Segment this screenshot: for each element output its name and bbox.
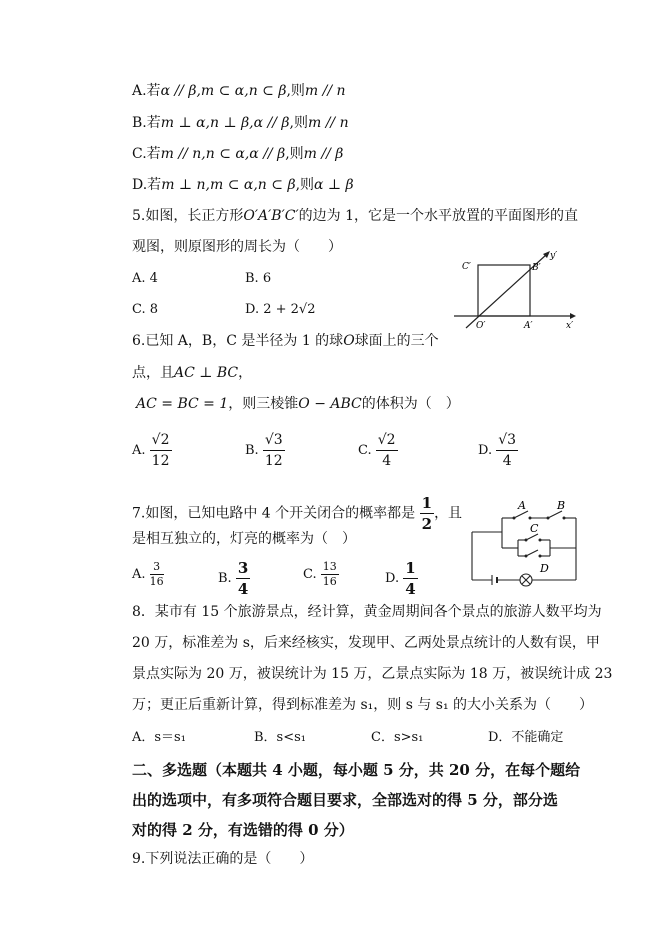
q5-option-d-label: D.	[245, 302, 260, 317]
q6-option-a-num: √2	[150, 430, 172, 451]
label-c-prime: C′	[462, 262, 471, 272]
q7-option-c-num: 13	[322, 560, 337, 573]
q6-option-d-label: D.	[478, 443, 493, 458]
q6-option-b	[245, 430, 285, 471]
q8-stem-line1: 8．某市有 15 个旅游景点，经计算，黄金周期间各个景点的旅游人数平均为	[132, 604, 602, 620]
q6-perp: AC ⊥ BC	[174, 365, 239, 381]
q6-option-b-den: 12	[264, 453, 283, 469]
section2-heading-line3: 对的得 2 分，有选错的得 0 分）	[132, 821, 354, 839]
q6-option-a-label: A.	[132, 443, 146, 458]
q6-text-e: ，则三棱锥	[228, 396, 299, 412]
q6-option-d	[478, 430, 518, 471]
q8-stem-line3: 景点实际为 20 万，被误统计为 15 万，乙景点实际为 18 万，被误统计成 23	[132, 666, 613, 682]
q8-option-a: A．s＝s₁	[132, 730, 186, 745]
q7-option-d-num: 1	[405, 559, 416, 577]
square	[478, 265, 530, 316]
label-o-prime: O′	[476, 321, 486, 331]
q8-stem-line4: 万；更正后重新计算，得到标准差为 s₁，则 s 与 s₁ 的大小关系为（ ）	[132, 697, 594, 713]
q6-option-d-den: 4	[502, 453, 512, 469]
q5-text-a: 5.如图，长正方形	[132, 208, 244, 224]
switch-d-label: D	[540, 562, 549, 575]
q5-square-name: O′A′B′C′	[243, 208, 299, 224]
label-b-prime: B′	[532, 263, 541, 273]
q5-text-b: 的边为 1，它是一个水平放置的平面图形的直	[298, 208, 579, 224]
q4-option-d	[132, 176, 354, 194]
q6-option-d-num: √3	[496, 430, 518, 451]
q4-option-b	[132, 114, 349, 132]
switch-a-label: A	[518, 499, 526, 512]
q6-stem-line2	[132, 364, 252, 382]
q7-option-a-label: A.	[132, 567, 146, 582]
label-x-prime: x′	[566, 321, 574, 331]
q7-option-b-num: 3	[237, 559, 249, 577]
q4-d-prefix: D.若	[132, 177, 162, 193]
q7-option-a	[132, 560, 164, 589]
q6-option-b-label: B.	[245, 443, 259, 458]
q4-option-a	[132, 82, 346, 100]
q4-d-condition: m ⊥ n,m ⊂ α,n ⊂ β	[161, 177, 296, 193]
q5-option-c: C. 8	[132, 302, 159, 317]
q7-option-c-den: 16	[322, 575, 337, 588]
q4-c-conclusion: m // β	[303, 146, 344, 162]
q6-option-c-den: 4	[382, 453, 392, 469]
q6-text-f: 的体积为（ ）	[361, 396, 460, 412]
q7-circuit	[462, 496, 590, 588]
q4-d-then: ,则	[295, 177, 315, 193]
label-a-prime: A′	[524, 321, 533, 331]
q8-option-c: C．s>s₁	[371, 730, 424, 745]
switch-b-label: B	[557, 499, 566, 512]
q4-c-then: ,则	[285, 146, 304, 162]
q7-option-c	[303, 560, 339, 589]
q4-d-conclusion: α ⊥ β	[314, 177, 354, 193]
q7-option-a-den: 16	[149, 575, 164, 588]
q7-text-b: ，且	[434, 505, 463, 522]
section2-heading-line2: 出的选项中，有多项符合题目要求，全部选对的得 5 分，部分选	[132, 791, 558, 809]
q9-stem-line1: 9.下列说法正确的是（ ）	[132, 851, 314, 867]
q8-option-b: B．s<s₁	[254, 730, 307, 745]
q5-option-a: A. 4	[132, 271, 158, 286]
switch-a	[514, 511, 528, 518]
section2-heading-line1: 二、多选题（本题共 4 小题，每小题 5 分，共 20 分，在每个题给	[132, 761, 581, 779]
q6-text-b: 球面上的三个	[354, 333, 439, 349]
q6-option-c	[358, 430, 398, 471]
q7-option-a-num: 3	[150, 560, 164, 575]
q4-b-conclusion: m // n	[307, 115, 349, 131]
q7-option-b	[218, 558, 250, 599]
q5-option-d	[245, 301, 316, 319]
q7-prob-den: 2	[421, 515, 433, 533]
q5-stem-line1	[132, 207, 578, 225]
q6-stem-line1	[132, 332, 439, 350]
q7-stem-line1	[132, 493, 462, 534]
q5-figure	[448, 246, 583, 338]
q6-lengths: AC = BC = 1	[136, 396, 229, 412]
q6-text-d: ，	[238, 365, 253, 381]
q8-stem-line2: 20 万，标准差为 s，后来经核实，发现甲、乙两处景点统计的人数有误，甲	[132, 635, 600, 651]
q4-option-c	[132, 145, 343, 163]
q7-option-d-den: 4	[405, 580, 416, 598]
q6-option-c-num: √2	[376, 430, 398, 451]
q6-sphere-name: O	[343, 333, 355, 349]
q6-option-a-den: 12	[151, 453, 170, 469]
q4-c-condition: m // n,n ⊂ α,α // β	[160, 146, 286, 162]
q6-text-a: 6.已知 A，B，C 是半径为 1 的球	[132, 333, 344, 349]
q5-stem-line2: 观图，则原图形的周长为（ ）	[132, 239, 342, 255]
switch-d	[526, 550, 538, 556]
q6-option-b-num: √3	[263, 430, 285, 451]
q4-b-condition: m ⊥ α,n ⊥ β,α // β	[160, 115, 290, 131]
q4-b-prefix: B.若	[132, 115, 161, 131]
q6-option-a	[132, 430, 172, 471]
q4-c-prefix: C.若	[132, 146, 161, 162]
q5-option-b: B. 6	[245, 271, 272, 286]
q7-option-b-den: 4	[237, 580, 249, 598]
q4-a-condition: α // β,m ⊂ α,n ⊂ β	[160, 83, 287, 99]
q4-a-then: ,则	[286, 83, 305, 99]
q7-option-d-label: D.	[385, 571, 400, 586]
q6-option-c-label: C.	[358, 443, 372, 458]
q6-text-c: 点，且	[132, 365, 174, 381]
label-y-prime: y′	[550, 251, 558, 261]
x-axis-arrow	[570, 313, 576, 319]
q7-option-d	[385, 558, 418, 599]
q4-a-prefix: A.若	[132, 83, 161, 99]
q7-text-a: 7.如图，已知电路中 4 个开关闭合的概率都是	[132, 505, 416, 522]
switch-c-label: C	[530, 522, 539, 535]
q4-a-conclusion: m // n	[304, 83, 346, 99]
q7-stem-line2: 是相互独立的，灯亮的概率为（ ）	[132, 531, 356, 547]
q7-option-b-label: B.	[218, 571, 232, 586]
q5-option-d-value: 2 + 2√2	[263, 302, 316, 317]
q7-prob-num: 1	[421, 494, 433, 512]
q4-b-then: ,则	[289, 115, 308, 131]
q8-option-d: D．不能确定	[488, 730, 564, 745]
switch-b	[548, 511, 562, 518]
q6-pyramid: O − ABC	[298, 396, 362, 412]
q6-stem-line3	[136, 395, 460, 413]
q7-option-c-label: C.	[303, 567, 317, 582]
